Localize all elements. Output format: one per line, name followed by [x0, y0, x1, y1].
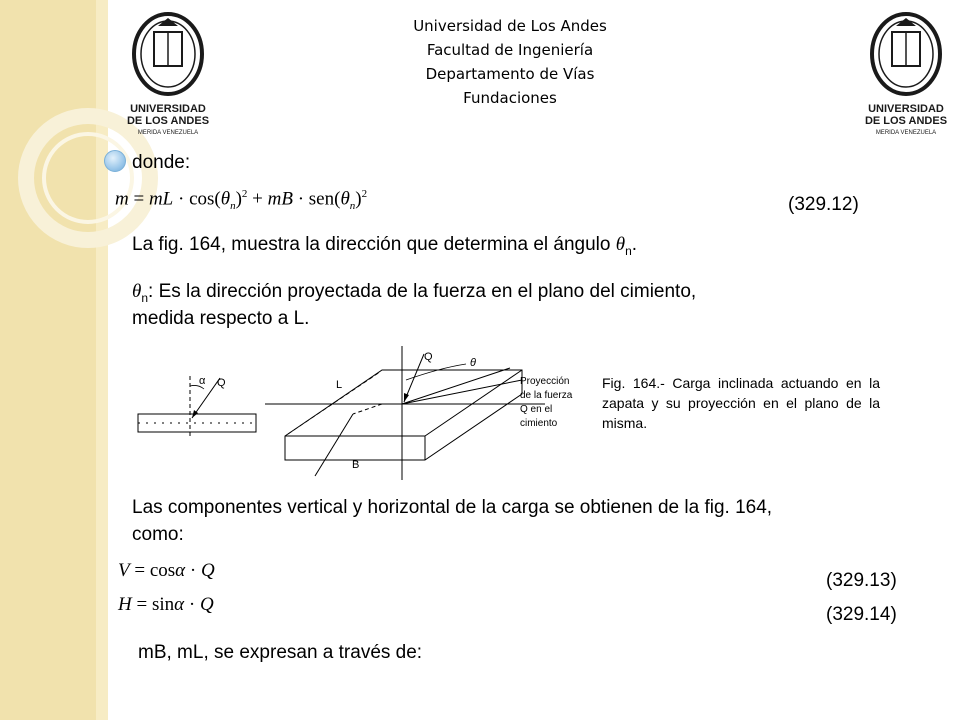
mb-ml-text: mB, mL, se expresan a través de: — [138, 642, 423, 663]
l-label: L — [336, 379, 343, 391]
components-paragraph-line2: como: — [132, 524, 184, 545]
bullet-dot — [104, 150, 126, 172]
projection-label-2: de la fuerza — [520, 390, 573, 401]
equation-number-329-12: (329.12) — [788, 194, 859, 215]
donde-label: donde: — [132, 152, 191, 173]
header-department: Departamento de Vías — [425, 65, 595, 83]
logo-right-line2: DE LOS ANDES — [864, 115, 948, 127]
projection-label-3: Q en el — [520, 404, 553, 415]
logo-left-line3: MERIDA VENEZUELA — [137, 130, 199, 136]
equation-number-329-14: (329.14) — [826, 604, 897, 625]
figure-164-diagram — [130, 338, 600, 480]
logo-left-line1: UNIVERSIDAD — [130, 103, 206, 115]
fig-reference-text: La fig. 164, muestra la dirección que determina el ángulo $\theta_n$. — [132, 234, 638, 258]
footing-3d — [285, 370, 522, 460]
theta-definition: $\theta_n$: Es la dirección proyectada de la fuerza en el plano del cimiento, — [132, 281, 697, 305]
theta-label: θ — [470, 357, 476, 369]
equation-number-329-13: (329.13) — [826, 570, 897, 591]
header-university: Universidad de Los Andes — [413, 17, 607, 35]
logo-left-line2: DE LOS ANDES — [126, 115, 210, 127]
q-label-side: Q — [217, 377, 226, 389]
university-logo-left — [118, 8, 218, 140]
b-axis — [315, 414, 353, 476]
header-course: Fundaciones — [463, 89, 557, 107]
equation-m: m = mL · $\cos(\theta_n)^2$ + mB · $sen(\theta_n)^2$ — [115, 188, 368, 213]
header-faculty: Facultad de Ingeniería — [426, 41, 594, 59]
logo-right-line1: UNIVERSIDAD — [868, 103, 944, 115]
projection-label-1: Proyección — [520, 376, 570, 387]
university-logo-right — [856, 8, 956, 140]
b-label: B — [352, 459, 360, 471]
logo-right-line3: MERIDA VENEZUELA — [875, 130, 937, 136]
theta-definition-line2: medida respecto a L. — [132, 308, 310, 329]
alpha-label: α — [199, 375, 206, 387]
equation-h: H = sinα · Q — [118, 594, 214, 615]
q-label-3d: Q — [424, 351, 433, 363]
projection-label-4: cimiento — [520, 418, 558, 429]
components-paragraph: Las componentes vertical y horizontal de la carga se obtienen de la fig. 164, — [132, 497, 773, 518]
page-header — [340, 14, 680, 110]
equation-v: V = cosα · Q — [118, 560, 215, 581]
figure-caption: Fig. 164.- Carga inclinada actuando en la zapata y su proyección en el plano de la misma. — [602, 375, 880, 431]
